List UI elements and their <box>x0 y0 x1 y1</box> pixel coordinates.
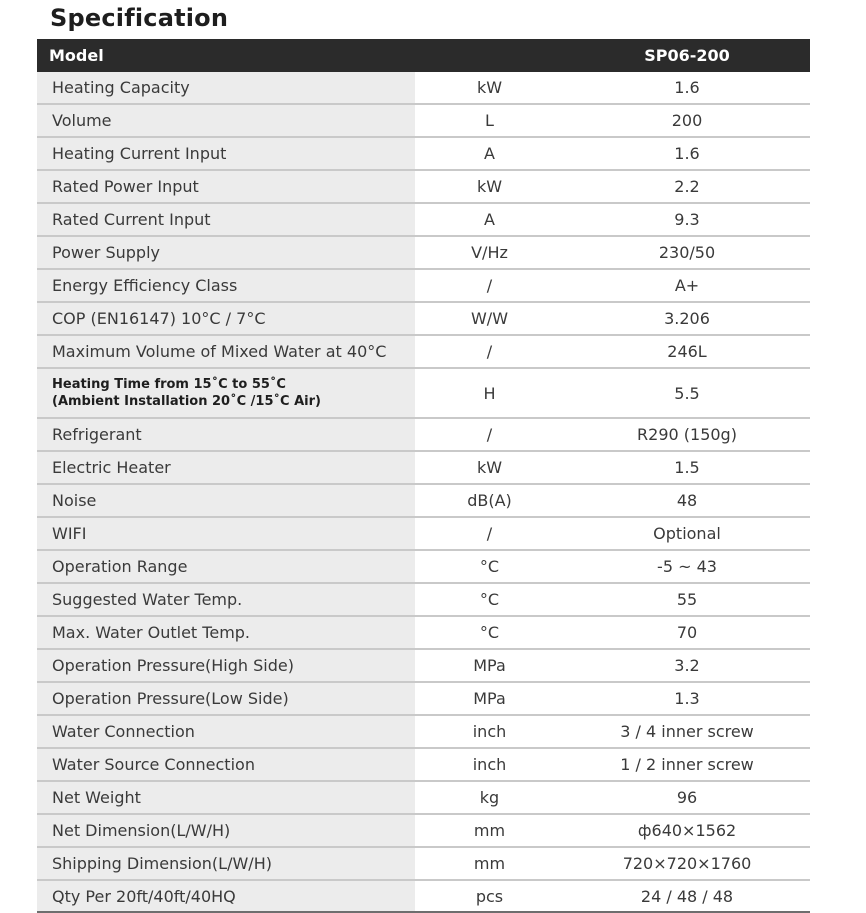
row-unit: kW <box>415 170 564 203</box>
row-label: Noise <box>37 484 415 517</box>
row-value: 48 <box>564 484 810 517</box>
row-label: Operation Pressure(Low Side) <box>37 682 415 715</box>
row-value: 720×720×1760 <box>564 847 810 880</box>
row-unit: W/W <box>415 302 564 335</box>
row-label-line-2: (Ambient Installation 20˚C /15˚C Air) <box>52 394 321 409</box>
row-label <box>37 368 415 418</box>
row-label: Suggested Water Temp. <box>37 583 415 616</box>
row-value: ф640×1562 <box>564 814 810 847</box>
header-unit-label <box>415 39 564 72</box>
row-label: Heating Capacity <box>37 72 415 104</box>
row-label: WIFI <box>37 517 415 550</box>
table-row <box>37 335 810 368</box>
row-unit: / <box>415 269 564 302</box>
table-row <box>37 72 810 104</box>
table-row <box>37 137 810 170</box>
row-label: Rated Current Input <box>37 203 415 236</box>
row-label: Water Connection <box>37 715 415 748</box>
row-unit: mm <box>415 847 564 880</box>
row-unit: A <box>415 203 564 236</box>
row-value: Optional <box>564 517 810 550</box>
row-value: 246L <box>564 335 810 368</box>
table-row <box>37 517 810 550</box>
table-row <box>37 451 810 484</box>
row-value: 9.3 <box>564 203 810 236</box>
table-row <box>37 203 810 236</box>
table-row <box>37 484 810 517</box>
row-value: 96 <box>564 781 810 814</box>
row-unit: / <box>415 335 564 368</box>
row-unit: kg <box>415 781 564 814</box>
row-label: Rated Power Input <box>37 170 415 203</box>
row-unit: MPa <box>415 682 564 715</box>
table-row <box>37 418 810 451</box>
row-label: Volume <box>37 104 415 137</box>
row-unit: °C <box>415 550 564 583</box>
row-value: 1 / 2 inner screw <box>564 748 810 781</box>
row-label: Operation Pressure(High Side) <box>37 649 415 682</box>
row-value: 2.2 <box>564 170 810 203</box>
row-label: Net Weight <box>37 781 415 814</box>
row-value: 55 <box>564 583 810 616</box>
row-unit: kW <box>415 72 564 104</box>
row-unit: A <box>415 137 564 170</box>
row-value: 1.5 <box>564 451 810 484</box>
row-value: 1.6 <box>564 137 810 170</box>
table-row <box>37 583 810 616</box>
table-row <box>37 715 810 748</box>
table-row <box>37 748 810 781</box>
row-unit: MPa <box>415 649 564 682</box>
table-row <box>37 847 810 880</box>
row-value: 24 / 48 / 48 <box>564 880 810 912</box>
row-unit: H <box>415 368 564 418</box>
row-unit: L <box>415 104 564 137</box>
row-unit: kW <box>415 451 564 484</box>
specification-table <box>37 39 810 913</box>
row-label: Shipping Dimension(L/W/H) <box>37 847 415 880</box>
row-label: Refrigerant <box>37 418 415 451</box>
row-label: Heating Current Input <box>37 137 415 170</box>
table-row <box>37 814 810 847</box>
row-value: 1.6 <box>564 72 810 104</box>
row-value: 5.5 <box>564 368 810 418</box>
row-label: Electric Heater <box>37 451 415 484</box>
row-label: Operation Range <box>37 550 415 583</box>
row-unit: dB(A) <box>415 484 564 517</box>
row-label: Max. Water Outlet Temp. <box>37 616 415 649</box>
table-row <box>37 880 810 912</box>
table-row <box>37 302 810 335</box>
table-row <box>37 682 810 715</box>
table-row <box>37 104 810 137</box>
row-unit: V/Hz <box>415 236 564 269</box>
row-value: 200 <box>564 104 810 137</box>
row-value: A+ <box>564 269 810 302</box>
row-value: -5 ~ 43 <box>564 550 810 583</box>
row-value: 230/50 <box>564 236 810 269</box>
table-row <box>37 170 810 203</box>
row-value: 70 <box>564 616 810 649</box>
row-unit: / <box>415 517 564 550</box>
table-row <box>37 781 810 814</box>
row-unit: mm <box>415 814 564 847</box>
table-row <box>37 616 810 649</box>
row-value: 1.3 <box>564 682 810 715</box>
table-header-row <box>37 39 810 72</box>
row-label: COP (EN16147) 10°C / 7°C <box>37 302 415 335</box>
row-label: Maximum Volume of Mixed Water at 40°C <box>37 335 415 368</box>
table-row <box>37 236 810 269</box>
table-row <box>37 649 810 682</box>
table-row <box>37 550 810 583</box>
row-unit: inch <box>415 748 564 781</box>
table-row <box>37 269 810 302</box>
row-label: Power Supply <box>37 236 415 269</box>
page-title: Specification <box>50 4 229 32</box>
header-model-value: SP06-200 <box>564 39 810 72</box>
header-model-label: Model <box>37 39 415 72</box>
row-unit: pcs <box>415 880 564 912</box>
row-unit: inch <box>415 715 564 748</box>
row-value: 3.2 <box>564 649 810 682</box>
row-value: 3 / 4 inner screw <box>564 715 810 748</box>
row-unit: °C <box>415 583 564 616</box>
row-label: Energy Efficiency Class <box>37 269 415 302</box>
row-value: 3.206 <box>564 302 810 335</box>
row-label: Water Source Connection <box>37 748 415 781</box>
table-row <box>37 368 810 418</box>
row-unit: °C <box>415 616 564 649</box>
row-label-line-1: Heating Time from 15˚C to 55˚C <box>52 377 286 392</box>
row-unit: / <box>415 418 564 451</box>
row-label: Net Dimension(L/W/H) <box>37 814 415 847</box>
row-value: R290 (150g) <box>564 418 810 451</box>
row-label: Qty Per 20ft/40ft/40HQ <box>37 880 415 912</box>
